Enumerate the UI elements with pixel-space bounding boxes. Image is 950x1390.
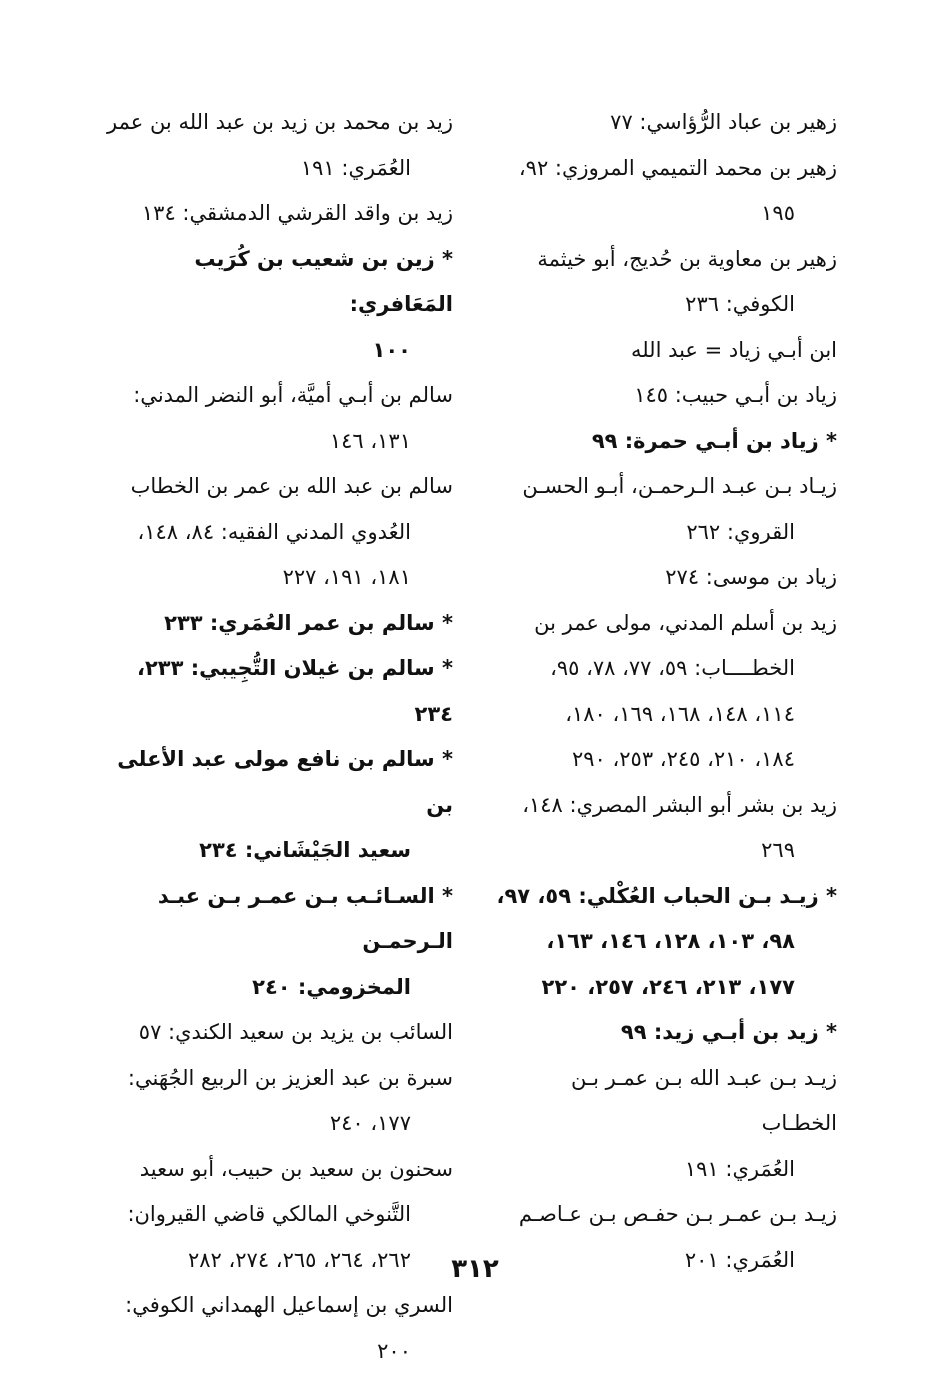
index-entry-continuation: التَّنوخي المالكي قاضي القيروان: <box>127 1202 411 1226</box>
index-column-right <box>495 100 837 1283</box>
index-entry-continuation: ٢٦٩ <box>761 838 795 862</box>
index-entry-continuation: ١٨١، ١٩١، ٢٢٧ <box>282 565 411 589</box>
index-entry <box>103 373 453 464</box>
index-entry-head: سالم بن عبد الله بن عمر بن الخطاب <box>130 474 453 498</box>
index-entry-head: سالم بن أبـي أميَّة، أبو النضر المدني: <box>133 383 453 407</box>
index-entry <box>495 237 837 328</box>
index-entry-continuation: ١٨٤، ٢١٠، ٢٤٥، ٢٥٣، ٢٩٠ <box>571 747 795 771</box>
index-entry <box>495 555 837 601</box>
index-entry-continuation: الخطــــاب: ٥٩، ٧٧، ٧٨، ٩٥، <box>550 656 795 680</box>
index-entry <box>103 737 453 874</box>
index-column-left <box>103 100 453 1374</box>
index-entry <box>495 100 837 146</box>
index-entry-head: ابن أبـي زياد = عبد الله <box>630 337 837 362</box>
index-entry <box>103 646 453 737</box>
index-entry <box>103 464 453 601</box>
index-entry <box>495 1010 837 1056</box>
index-entry-head: زيـد بـن عمـر بـن حفـص بـن عـاصـم <box>518 1202 837 1226</box>
index-entry-continuation: القروي: ٢٦٢ <box>686 519 795 544</box>
index-entry-head: * زياد بن أبـي حمرة: ٩٩ <box>591 428 837 453</box>
index-entry-continuation: ٢٦٢، ٢٦٤، ٢٦٥، ٢٧٤، ٢٨٢ <box>187 1247 411 1272</box>
index-entry-head: زهير بن محمد التميمي المروزي: ٩٢، <box>518 155 837 180</box>
index-entry <box>495 874 837 1011</box>
index-entry-continuation: ١٣١، ١٤٦ <box>329 428 411 453</box>
index-entry <box>495 464 837 555</box>
index-entry-head: زياد بن أبـي حبيب: ١٤٥ <box>634 383 837 407</box>
index-entry <box>103 100 453 191</box>
index-entry-head: زيد بن أسلم المدني، مولى عمر بن <box>534 610 837 635</box>
index-entry-head: زيد بن محمد بن زيد بن عبد الله بن عمر <box>107 110 453 134</box>
index-entry <box>495 146 837 237</box>
index-entry <box>103 1010 453 1056</box>
index-entry-continuation: ١٠٠ <box>372 337 411 362</box>
index-entry-head: السري بن إسماعيل الهمداني الكوفي: <box>125 1293 453 1317</box>
index-entry-continuation: العُدوي المدني الفقيه: ٨٤، ١٤٨، <box>137 519 411 544</box>
index-entry-head: * زيـد بـن الحباب العُكْلي: ٥٩، ٩٧، <box>496 883 837 908</box>
index-entry-head: زهير بن عباد الرُّؤاسي: ٧٧ <box>610 110 837 134</box>
index-entry <box>103 601 453 647</box>
index-entry-head: زيد بن واقد القرشي الدمشقي: ١٣٤ <box>141 201 453 225</box>
index-entry <box>495 783 837 874</box>
index-entry <box>103 874 453 1011</box>
index-entry-continuation: ١٩٥ <box>761 201 795 225</box>
index-entry-continuation: العُمَري: ٢٠١ <box>684 1247 795 1272</box>
index-entry-continuation: ٩٨، ١٠٣، ١٢٨، ١٤٦، ١٦٣، <box>546 929 795 953</box>
index-entry-head: زيـاد بـن عبـد الـرحمـن، أبـو الحسـن <box>522 474 837 498</box>
index-entry-continuation: المخزومي: ٢٤٠ <box>252 974 411 999</box>
index-entry <box>103 1283 453 1374</box>
index-entry-head: زيد بن بشر أبو البشر المصري: ١٤٨، <box>522 792 837 817</box>
index-entry-head: * سالم بن غيلان التُّجِيبي: ٢٣٣، ٢٣٤ <box>136 656 453 726</box>
index-entry-head: سحنون بن سعيد بن حبيب، أبو سعيد <box>139 1156 453 1181</box>
index-entry-head: زيـد بـن عبـد الله بـن عمـر بـن الخطـاب <box>570 1065 837 1135</box>
index-entry-continuation: ١١٤، ١٤٨، ١٦٨، ١٦٩، ١٨٠، <box>565 701 795 726</box>
index-entry-continuation: العُمَري: ١٩١ <box>300 155 411 180</box>
index-entry <box>495 1056 837 1193</box>
index-entry <box>495 601 837 783</box>
index-entry-head: * زين بن شعيب بن كُرَيب المَعَافري: <box>194 246 453 316</box>
index-entry-continuation: ١٧٧، ٢١٣، ٢٤٦، ٢٥٧، ٢٢٠ <box>541 974 795 999</box>
index-entry-head: سبرة بن عبد العزيز بن الربيع الجُهَني: <box>127 1065 453 1090</box>
index-entry <box>103 191 453 237</box>
index-entry-head: * سالم بن نافع مولى عبد الأعلى بن <box>117 747 453 817</box>
index-entry-head: زياد بن موسى: ٢٧٤ <box>665 565 837 589</box>
index-entry-head: * سالم بن عمر العُمَري: ٢٣٣ <box>164 610 453 635</box>
index-entry-continuation: الكوفي: ٢٣٦ <box>685 292 795 316</box>
index-entry-continuation: العُمَري: ١٩١ <box>684 1156 795 1181</box>
index-entry-head: زهير بن معاوية بن حُديج، أبو خيثمة <box>537 246 837 271</box>
index-entry-head: * زيد بن أبـي زيد: ٩٩ <box>620 1020 837 1044</box>
index-entry <box>103 237 453 374</box>
page-number: ٣١٢ <box>451 1254 499 1284</box>
index-entry <box>103 1056 453 1147</box>
index-entry-continuation: ٢٠٠ <box>377 1338 411 1363</box>
index-entry <box>495 419 837 465</box>
index-entry-continuation: سعيد الجَيْشَاني: ٢٣٤ <box>199 838 411 862</box>
index-entry-continuation: ١٧٧، ٢٤٠ <box>329 1111 411 1135</box>
index-entry <box>495 328 837 374</box>
index-entry-head: * السـائـب بـن عمـر بـن عبـد الـرحمـن <box>157 883 453 953</box>
index-entry-head: السائب بن يزيد بن سعيد الكندي: ٥٧ <box>138 1020 453 1044</box>
index-entry <box>495 373 837 419</box>
